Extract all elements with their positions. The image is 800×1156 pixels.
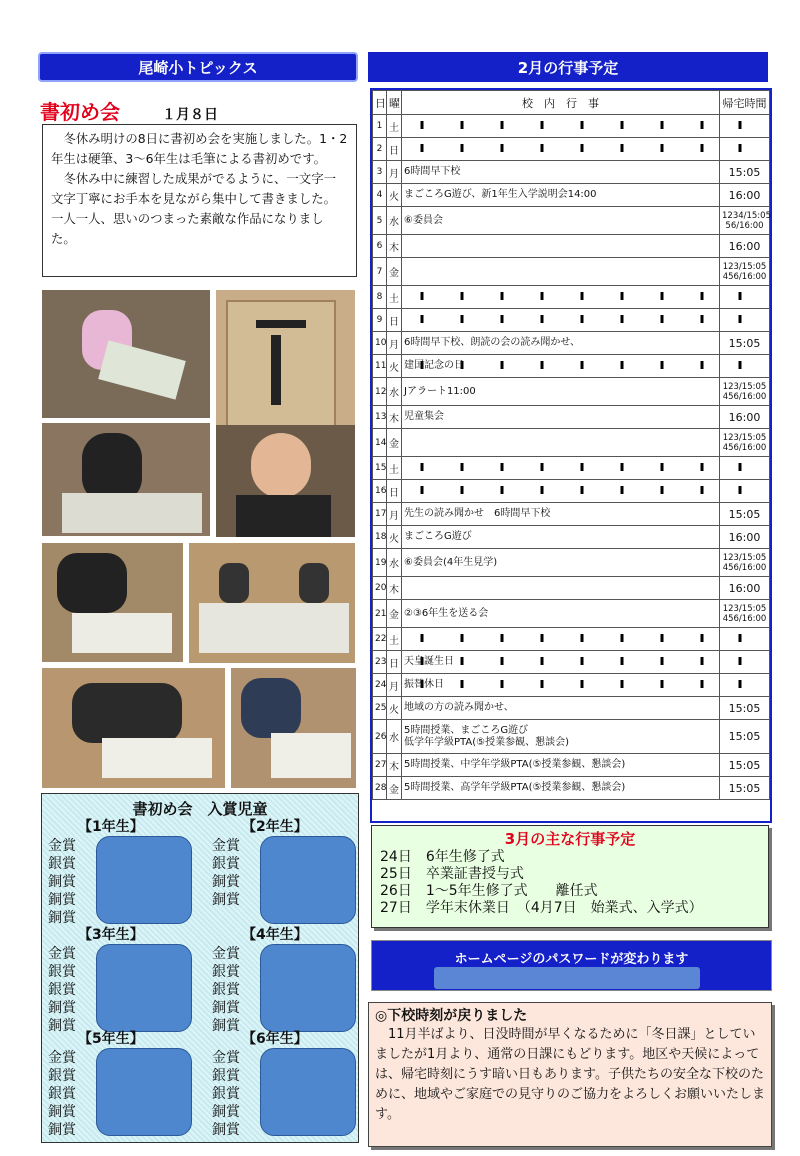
calendar-weekday: 木 (387, 754, 402, 777)
calendar-event (402, 235, 720, 258)
calendar-return-time (720, 674, 770, 697)
awards-title: 書初め会 入賞児童 (132, 800, 268, 818)
award-medal-label: 銅賞 (48, 1018, 76, 1034)
award-grade-2 (212, 818, 362, 909)
calendar-event (402, 286, 720, 309)
calendar-weekday: 日 (387, 651, 402, 674)
calendar-day: 2 (373, 138, 387, 161)
calendar-weekday: 月 (387, 161, 402, 184)
calendar-weekday: 火 (387, 184, 402, 207)
calendar-row (373, 286, 770, 309)
calendar-event (402, 138, 720, 161)
february-schedule-header (368, 52, 768, 82)
award-grade-label: 【4年生】 (242, 927, 308, 943)
march-title: 3月の主な行事予定 (504, 830, 636, 848)
calendar-weekday: 水 (387, 207, 402, 235)
calendar-day: 1 (373, 115, 387, 138)
march-schedule (371, 825, 769, 928)
award-medal-label: 銅賞 (48, 910, 76, 926)
calendar-row (373, 651, 770, 674)
photo-child-writing-1 (42, 290, 210, 418)
calendar-weekday: 日 (387, 309, 402, 332)
topics-header (38, 52, 358, 82)
calendar-day: 16 (373, 480, 387, 503)
calendar-return-time: 16:00 (720, 235, 770, 258)
calendar-event (402, 115, 720, 138)
calendar-row (373, 697, 770, 720)
award-names-redacted (260, 1048, 356, 1136)
calendar-row (373, 628, 770, 651)
calendar-event: 先生の読み聞かせ 6時間早下校 (402, 503, 720, 526)
march-item: 27日 学年末休業日 （4月7日 始業式、入学式） (380, 900, 703, 916)
award-medal-label: 銀賞 (48, 1068, 76, 1084)
calendar-row (373, 378, 770, 406)
calendar-return-time: 123/15:05 456/16:00 (720, 549, 770, 577)
award-medal-label: 金賞 (48, 838, 76, 854)
photo-brush-writing-2 (42, 668, 225, 788)
calendar-event: Jアラート11:00 (402, 378, 720, 406)
calendar-row (373, 309, 770, 332)
calendar-row (373, 503, 770, 526)
award-medal-label: 銀賞 (212, 982, 240, 998)
calendar-event (402, 457, 720, 480)
calendar-event (402, 258, 720, 286)
calendar-weekday: 月 (387, 503, 402, 526)
award-grade-3 (48, 926, 198, 1035)
award-medal-label: 銅賞 (48, 1000, 76, 1016)
calendar-row (373, 480, 770, 503)
calendar-return-time: 16:00 (720, 406, 770, 429)
article-date: １月８日 (162, 107, 218, 123)
calendar-header-day: 日 (373, 91, 387, 115)
calendar-row (373, 720, 770, 754)
calendar-return-time (720, 115, 770, 138)
march-item: 26日 1～5年生修了式 離任式 (380, 883, 598, 899)
calendar-row (373, 777, 770, 800)
article-body (42, 124, 357, 277)
calendar-row (373, 161, 770, 184)
calendar-weekday: 土 (387, 457, 402, 480)
calendar-event (402, 480, 720, 503)
calendar-event: まごころG遊び (402, 526, 720, 549)
award-grade-1 (48, 818, 198, 927)
calendar-weekday: 月 (387, 332, 402, 355)
award-medal-label: 銅賞 (212, 874, 240, 890)
calendar-event: 5時間授業、まごころG遊び 低学年学級PTA(⑤授業参観、懇談会) (402, 720, 720, 754)
calendar-return-time: 123/15:05 456/16:00 (720, 429, 770, 457)
award-names-redacted (260, 836, 356, 924)
photo-brush-writing-3 (231, 668, 356, 788)
photo-classroom-floor (189, 543, 355, 663)
calendar-return-time (720, 309, 770, 332)
calendar-day: 22 (373, 628, 387, 651)
award-medal-label: 銅賞 (48, 1122, 76, 1138)
calendar-weekday: 金 (387, 429, 402, 457)
award-medal-label: 銀賞 (48, 982, 76, 998)
award-grade-label: 【6年生】 (242, 1031, 308, 1047)
calendar-return-time (720, 457, 770, 480)
calendar-day: 21 (373, 600, 387, 628)
calendar-return-time: 15:05 (720, 720, 770, 754)
calendar-day: 7 (373, 258, 387, 286)
calendar-day: 4 (373, 184, 387, 207)
calendar-day: 17 (373, 503, 387, 526)
password-notice (371, 940, 772, 991)
photo-calligraphy-scroll (216, 290, 355, 445)
calendar-row (373, 235, 770, 258)
calendar-weekday: 水 (387, 378, 402, 406)
calendar-event (402, 429, 720, 457)
march-item: 24日 6年生修了式 (380, 849, 505, 865)
march-item: 25日 卒業証書授与式 (380, 866, 524, 882)
calendar-event: 建国記念の日 (402, 355, 720, 378)
calendar-row (373, 577, 770, 600)
photo-boy-portrait (216, 425, 355, 537)
password-notice-title: ホームページのパスワードが変わります (454, 952, 689, 967)
photo-brush-writing-1 (42, 543, 183, 662)
february-schedule-header-label: 2月の行事予定 (517, 58, 619, 77)
calendar-weekday: 日 (387, 138, 402, 161)
dismissal-notice (368, 1002, 772, 1147)
award-medal-label: 銅賞 (212, 1000, 240, 1016)
calendar-event (402, 309, 720, 332)
calendar-header-events: 校 内 行 事 (402, 91, 720, 115)
award-medal-label: 銅賞 (48, 892, 76, 908)
award-medal-label: 金賞 (212, 838, 240, 854)
calendar-row (373, 457, 770, 480)
article-paragraph: 冬休み中に練習した成果がでるように、一文字一文字丁寧にお手本を見ながら集中して書きました。一人一人、思いのつまった素敵な作品になりました。 (51, 171, 336, 246)
calendar-day: 12 (373, 378, 387, 406)
calendar-row (373, 406, 770, 429)
calendar-day: 15 (373, 457, 387, 480)
calendar-day: 27 (373, 754, 387, 777)
calendar-event: 児童集会 (402, 406, 720, 429)
calendar-return-time (720, 651, 770, 674)
calendar-return-time: 123/15:05 456/16:00 (720, 600, 770, 628)
calendar-weekday: 金 (387, 600, 402, 628)
dismissal-body: 11月半ばより、日没時間が早くなるために「冬日課」としていましたが1月より、通常の日課にもどります。地区や天候によっては、帰宅時刻にうす暗い日もあります。子供たちの安全な下校のために、地域やご家庭での見守りのご協力をよろしくお願いいたします。 (375, 1027, 766, 1122)
calendar-day: 10 (373, 332, 387, 355)
calendar-return-time (720, 355, 770, 378)
calendar-row (373, 207, 770, 235)
calendar-return-time: 15:05 (720, 332, 770, 355)
calendar-weekday: 日 (387, 480, 402, 503)
award-medal-label: 金賞 (212, 1050, 240, 1066)
calendar-return-time: 123/15:05 456/16:00 (720, 378, 770, 406)
article-title: 書初め会 (40, 100, 120, 124)
calendar-day: 18 (373, 526, 387, 549)
calendar-event (402, 628, 720, 651)
calendar-event: 地域の方の読み聞かせ、 (402, 697, 720, 720)
calendar-return-time: 15:05 (720, 161, 770, 184)
calendar-day: 19 (373, 549, 387, 577)
article-paragraph: 冬休み明けの8日に書初め会を実施しました。1・2年生は硬筆、3～6年生は毛筆による書初めです。 (51, 131, 348, 166)
calendar-weekday: 火 (387, 526, 402, 549)
calendar-row (373, 429, 770, 457)
award-medal-label: 銀賞 (48, 964, 76, 980)
award-grade-5 (48, 1030, 198, 1139)
calendar-row (373, 674, 770, 697)
calendar-weekday: 火 (387, 355, 402, 378)
calendar-day: 5 (373, 207, 387, 235)
topics-header-label: 尾崎小トピックス (138, 58, 258, 77)
photo-child-writing-2 (42, 423, 210, 536)
calendar-weekday: 月 (387, 674, 402, 697)
calendar-row (373, 138, 770, 161)
calendar-weekday: 土 (387, 286, 402, 309)
calendar-weekday: 水 (387, 720, 402, 754)
calendar-return-time (720, 138, 770, 161)
calendar-header-return-time: 帰宅時間 (720, 91, 770, 115)
calendar-row (373, 115, 770, 138)
award-grade-label: 【3年生】 (78, 927, 144, 943)
award-medal-label: 銀賞 (212, 964, 240, 980)
calendar-return-time (720, 628, 770, 651)
calendar-day: 23 (373, 651, 387, 674)
calendar-day: 9 (373, 309, 387, 332)
calendar-header-weekday: 曜 (387, 91, 402, 115)
calendar-return-time: 16:00 (720, 526, 770, 549)
calendar-weekday: 水 (387, 549, 402, 577)
award-medal-label: 金賞 (48, 946, 76, 962)
award-names-redacted (96, 1048, 192, 1136)
calendar-row (373, 526, 770, 549)
calendar-return-time: 15:05 (720, 503, 770, 526)
award-medal-label: 銅賞 (48, 874, 76, 890)
calendar-day: 13 (373, 406, 387, 429)
calendar-row (373, 332, 770, 355)
calendar-day: 28 (373, 777, 387, 800)
calendar-weekday: 金 (387, 258, 402, 286)
award-medal-label: 銅賞 (212, 1104, 240, 1120)
calendar-return-time (720, 286, 770, 309)
february-calendar (370, 88, 772, 823)
award-medal-label: 金賞 (48, 1050, 76, 1066)
award-grade-6 (212, 1030, 362, 1139)
calendar-row (373, 549, 770, 577)
calendar-return-time: 123/15:05 456/16:00 (720, 258, 770, 286)
calendar-return-time (720, 480, 770, 503)
calendar-return-time: 15:05 (720, 777, 770, 800)
award-grade-4 (212, 926, 362, 1035)
calendar-weekday: 土 (387, 628, 402, 651)
calendar-day: 20 (373, 577, 387, 600)
calendar-day: 14 (373, 429, 387, 457)
award-medal-label: 銀賞 (212, 1068, 240, 1084)
password-redacted-box (434, 967, 700, 989)
awards-panel (41, 793, 359, 1143)
calendar-day: 26 (373, 720, 387, 754)
calendar-event: まごころG遊び、新1年生入学説明会14:00 (402, 184, 720, 207)
calendar-weekday: 木 (387, 577, 402, 600)
calendar-weekday: 金 (387, 777, 402, 800)
calendar-event: 天皇誕生日 (402, 651, 720, 674)
award-names-redacted (96, 944, 192, 1032)
calendar-return-time: 1234/15:05 56/16:00 (720, 207, 770, 235)
dismissal-title: ◎下校時刻が戻りました (375, 1008, 528, 1024)
calendar-day: 25 (373, 697, 387, 720)
calendar-event: 振替休日 (402, 674, 720, 697)
calendar-day: 8 (373, 286, 387, 309)
award-names-redacted (260, 944, 356, 1032)
award-medal-label: 銅賞 (48, 1104, 76, 1120)
award-medal-label: 銀賞 (212, 856, 240, 872)
calendar-event: ②③6年生を送る会 (402, 600, 720, 628)
award-medal-label: 銅賞 (212, 892, 240, 908)
calendar-row (373, 754, 770, 777)
calendar-weekday: 木 (387, 406, 402, 429)
award-grade-label: 【5年生】 (78, 1031, 144, 1047)
award-medal-label: 銀賞 (48, 856, 76, 872)
calendar-weekday: 火 (387, 697, 402, 720)
calendar-day: 11 (373, 355, 387, 378)
calendar-return-time: 16:00 (720, 577, 770, 600)
calendar-event: ⑥委員会(4年生見学) (402, 549, 720, 577)
award-medal-label: 銅賞 (212, 1018, 240, 1034)
calendar-row (373, 184, 770, 207)
calendar-event (402, 577, 720, 600)
calendar-event: 5時間授業、中学年学級PTA(⑤授業参観、懇談会) (402, 754, 720, 777)
calendar-day: 6 (373, 235, 387, 258)
calendar-event: 6時間早下校 (402, 161, 720, 184)
calendar-weekday: 土 (387, 115, 402, 138)
calendar-event: 6時間早下校、朗読の会の読み聞かせ、 (402, 332, 720, 355)
calendar-day: 24 (373, 674, 387, 697)
calendar-row (373, 600, 770, 628)
calendar-day: 3 (373, 161, 387, 184)
calendar-row (373, 258, 770, 286)
award-names-redacted (96, 836, 192, 924)
award-medal-label: 金賞 (212, 946, 240, 962)
award-medal-label: 銀賞 (48, 1086, 76, 1102)
calendar-event: ⑥委員会 (402, 207, 720, 235)
calendar-weekday: 木 (387, 235, 402, 258)
award-grade-label: 【2年生】 (242, 819, 308, 835)
award-grade-label: 【1年生】 (78, 819, 144, 835)
award-medal-label: 銀賞 (212, 1086, 240, 1102)
calendar-return-time: 16:00 (720, 184, 770, 207)
calendar-return-time: 15:05 (720, 754, 770, 777)
calendar-return-time: 15:05 (720, 697, 770, 720)
award-medal-label: 銅賞 (212, 1122, 240, 1138)
calendar-event: 5時間授業、高学年学級PTA(⑤授業参観、懇談会) (402, 777, 720, 800)
calendar-row (373, 355, 770, 378)
